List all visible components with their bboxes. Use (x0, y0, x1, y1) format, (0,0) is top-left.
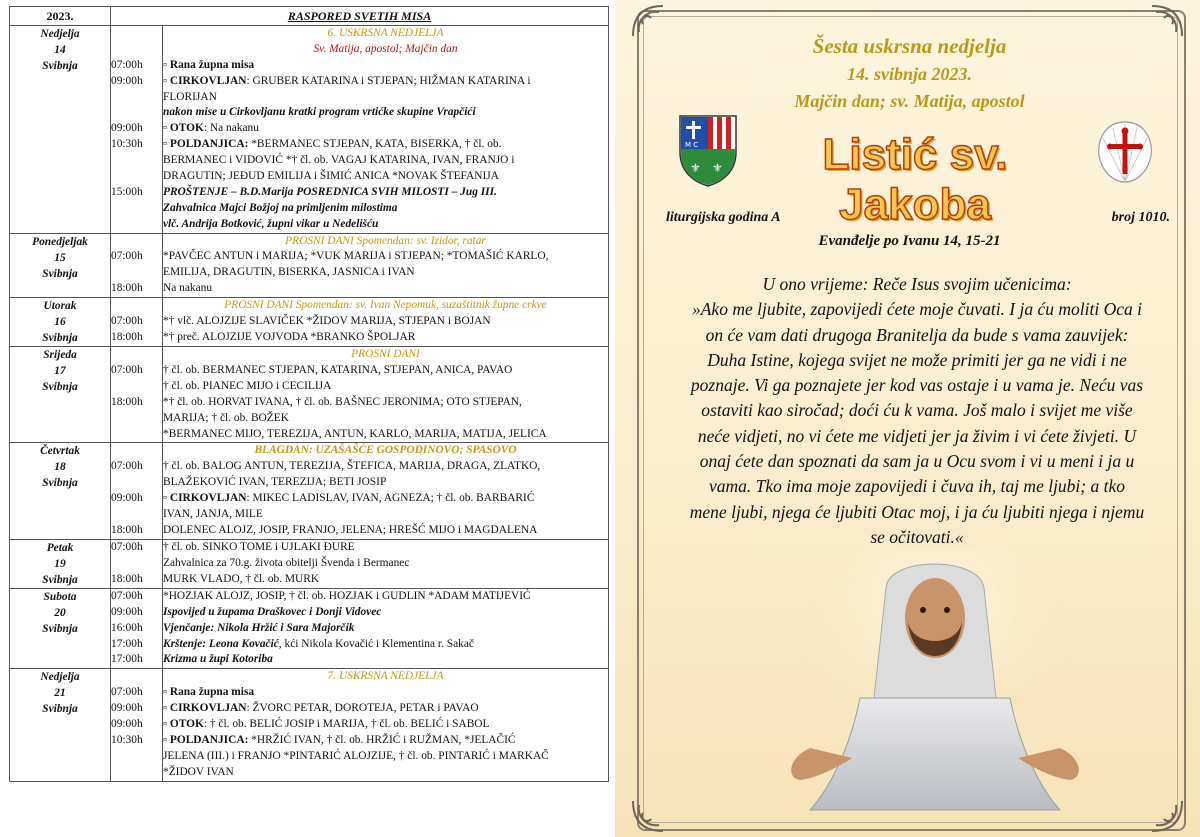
entry-text: CIRKOVLJAN (169, 492, 247, 505)
entry-text: PROŠTENJE – B.D.Marija POSREDNICA SVIH MILOSTI – Jug III. (163, 185, 497, 198)
day-label-line: Subota (43, 590, 77, 603)
mass-time: 17:00h (111, 653, 143, 666)
mass-intention (163, 411, 608, 427)
entry-text: ▫ (163, 702, 170, 715)
entry-text: *PAVČEC ANTUN i MARIJA; *VUK MARIJA i STJEPAN; *TOMAŠIĆ KARLO, (163, 250, 549, 263)
mass-intention (163, 637, 608, 653)
mass-time (111, 201, 162, 217)
mass-intention (163, 379, 608, 395)
day-row (10, 347, 609, 443)
entry-text: CIRKOVLJAN (169, 74, 247, 87)
day-label-line: Srijeda (43, 349, 77, 362)
entry-text: 6. USKRSNA NEDJELJA (327, 27, 444, 39)
mass-intention (163, 217, 608, 233)
day-label-line: Svibnja (42, 477, 78, 490)
mass-time (111, 42, 162, 58)
mass-time: 17:00h (111, 637, 143, 650)
time-column (111, 669, 163, 781)
mass-time (111, 379, 162, 395)
mass-time: 07:00h (111, 315, 143, 328)
mass-intention (163, 201, 608, 217)
entry-text: POLDANJICA: (169, 138, 249, 151)
mass-intention (163, 395, 608, 411)
entries-column (163, 298, 609, 347)
mass-intention (163, 427, 608, 443)
mass-time: 18:00h (111, 523, 143, 536)
day-label (10, 669, 111, 781)
time-column (111, 347, 163, 443)
entry-text: vlč. Andrija Botković, župni vikar u Nedelišću (163, 217, 379, 230)
bulletin-cover (615, 0, 1200, 837)
mass-time: 09:00h (111, 492, 143, 505)
entry-text: BERMANEC i VIDOVIĆ *† čl. ob. VAGAJ KATARINA, IVAN, FRANJO i (163, 154, 515, 167)
mass-intention (163, 765, 608, 781)
day-label (10, 26, 111, 234)
day-label-line: 18 (54, 461, 66, 474)
time-column (111, 233, 163, 298)
entry-text: BLAŽEKOVIĆ IVAN, TEREZIJA; BETI JOSIP (163, 476, 387, 489)
day-label (10, 539, 111, 588)
entry-text: ▫ (163, 492, 170, 505)
day-row (10, 588, 609, 668)
entry-text: ▫ (163, 733, 170, 746)
parish-coat-of-arms-icon (678, 114, 738, 188)
mass-intention (163, 153, 608, 169)
mass-time: 18:00h (111, 395, 143, 408)
mass-time (111, 749, 162, 765)
day-row (10, 298, 609, 347)
gospel-line: Duha Istine, kojega svijet ne može primiti jer ga ne vidi i ne (707, 349, 1127, 370)
entry-text: CIRKOVLJAN (169, 702, 247, 715)
mass-time (111, 475, 162, 491)
year-label: 2023. (10, 7, 111, 26)
entry-text: OTOK (169, 122, 204, 135)
mass-intention (163, 74, 608, 90)
day-label-line: 20 (54, 606, 66, 619)
entry-text: *ŽIDOV IVAN (163, 765, 234, 778)
mass-intention (163, 652, 608, 668)
liturgical-day-header (163, 234, 608, 250)
entry-text: ▫ (163, 122, 170, 135)
mass-time: 18:00h (111, 330, 143, 343)
mass-intention (163, 475, 608, 491)
mass-intention (163, 459, 608, 475)
gospel-line: U ono vrijeme: Reče Isus svojim učenicima: (762, 274, 1072, 294)
day-label-line: 21 (54, 687, 66, 700)
day-label (10, 588, 111, 668)
mass-time (111, 234, 162, 250)
day-label-line: Svibnja (42, 622, 78, 635)
day-row (10, 669, 609, 781)
mass-intention (163, 121, 608, 137)
entry-text: OTOK (169, 717, 204, 730)
mass-intention (163, 105, 608, 121)
liturgical-day-header (163, 26, 608, 42)
entry-text: Zahvalnica za 70.g. života obitelji Švenda i Bermanec (163, 556, 410, 569)
gospel-line: neće vidjeti, no vi ćete me vidjeti jer ja živim i vi ćete živjeti. U (697, 425, 1137, 446)
mass-time: 07:00h (111, 540, 143, 553)
mass-intention (163, 589, 608, 605)
mass-time (111, 26, 162, 42)
mass-intention (163, 572, 608, 588)
mass-time (111, 217, 162, 233)
mass-time: 10:30h (111, 733, 143, 746)
entry-text: : ŽVORC PETAR, DOROTEJA, PETAR i PAVAO (246, 702, 479, 715)
entry-text: *BERMANEC MIJO, TEREZIJA, ANTUN, KARLO, MARIJA, MATIJA, JELICA (163, 427, 547, 440)
entry-text: ▫ (163, 686, 170, 699)
entry-text: FLORIJAN (163, 90, 217, 103)
entry-text: : † čl. ob. BELIĆ JOSIP i MARIJA, † čl. ob. BELIĆ i SABOL (203, 717, 490, 730)
day-label-line: 16 (54, 316, 66, 329)
mass-time: 07:00h (111, 58, 143, 71)
day-label-line: Svibnja (42, 573, 78, 586)
entry-text: Ispovijed u župama Draškovec i Donji Vidovec (163, 605, 382, 618)
liturgical-day-header (163, 298, 608, 314)
entry-text: Sv. Matija, apostol; Majčin dan (313, 42, 458, 55)
day-label (10, 233, 111, 298)
mass-time: 07:00h (111, 686, 143, 699)
mass-intention (163, 58, 608, 74)
mass-time (111, 169, 162, 185)
mass-time: 09:00h (111, 74, 143, 87)
entry-text: † čl. ob. PIANEC MIJO i CECILIJA (163, 379, 332, 392)
mass-time (111, 298, 162, 314)
mass-intention (163, 507, 608, 523)
mass-intention (163, 281, 608, 297)
time-column (111, 443, 163, 539)
mass-intention (163, 491, 608, 507)
day-label-line: Ponedjeljak (32, 235, 88, 248)
gospel-reference: Evanđelje po Ivanu 14, 15-21 (818, 233, 1001, 249)
mass-time: 07:00h (111, 460, 143, 473)
entry-text: : MIKEC LADISLAV, IVAN, AGNEZA; † čl. ob. BARBARIĆ (246, 492, 535, 505)
day-label (10, 443, 111, 539)
mass-time (111, 443, 162, 459)
day-label (10, 347, 111, 443)
liturgical-day-header (163, 443, 608, 459)
mass-intention (163, 363, 608, 379)
gospel-line: se očitovati.« (870, 526, 964, 547)
liturgical-year: liturgijska godina A (666, 210, 781, 225)
mass-intention (163, 685, 608, 701)
mass-time: 07:00h (111, 364, 143, 377)
entry-text: ▫ (163, 717, 170, 730)
day-label-line: 14 (54, 44, 66, 56)
day-label-line: Četvrtak (40, 445, 80, 458)
mass-intention (163, 185, 608, 201)
entry-text: *† vlč. ALOJZIJE SLAVIČEK *ŽIDOV MARIJA, STJEPAN i BOJAN (163, 315, 491, 328)
svg-text:⚜: ⚜ (690, 161, 701, 175)
day-row (10, 26, 609, 234)
entry-text: ▫ (163, 74, 170, 87)
entry-text: Krštenje: Leona Kovačić (163, 637, 279, 650)
mass-time (111, 90, 162, 106)
time-column (111, 539, 163, 588)
mass-time: 15:00h (111, 185, 143, 198)
feast-subtitle: Majčin dan; sv. Matija, apostol (794, 91, 1025, 111)
issue-number: broj 1010. (1111, 210, 1170, 225)
mass-time: 09:00h (111, 702, 143, 715)
day-label-line: 17 (54, 365, 66, 378)
day-row (10, 539, 609, 588)
mass-time (111, 427, 162, 443)
day-row (10, 443, 609, 539)
svg-text:⚜: ⚜ (712, 161, 723, 175)
liturgical-day-header (163, 347, 608, 363)
mass-time: 09:00h (111, 717, 143, 730)
entries-column (163, 233, 609, 298)
entry-text: ▫ (163, 58, 170, 71)
day-label (10, 298, 111, 347)
mass-intention (163, 733, 608, 749)
entries-column (163, 443, 609, 539)
entry-text: JELENA (III.) i FRANJO *PINTARIĆ ALOJZIJE, † čl. ob. PINTARIĆ i MARKAČ (163, 749, 549, 762)
gospel-line: on će vam dati drugoga Branitelja da bude s vama zauvijek: (705, 324, 1129, 345)
day-label-line: Svibnja (42, 332, 78, 345)
mass-intention (163, 556, 608, 572)
mass-time (111, 669, 162, 685)
mass-intention (163, 90, 608, 106)
entries-column (163, 539, 609, 588)
gospel-line: ostaviti kao siročad; doći ću k vama. Još malo i svijet me više (701, 400, 1133, 421)
entries-column (163, 669, 609, 781)
entry-text: *HRŽIĆ IVAN, † čl. ob. HRŽIĆ i RUŽMAN, *JELAČIĆ (248, 733, 516, 746)
mass-time: 09:00h (111, 122, 143, 135)
time-column (111, 26, 163, 234)
mass-time: 07:00h (111, 589, 143, 602)
day-label-line: Petak (46, 541, 74, 554)
day-label-line: Nedjelja (40, 671, 80, 684)
entry-text: DRAGUTIN; JEĐUD EMILIJA i ŠIMIĆ ANICA *NOVAK ŠTEFANIJA (163, 170, 499, 183)
jesus-portrait-image (790, 548, 1080, 823)
mass-time: 16:00h (111, 621, 143, 634)
coat-letters: M C (685, 141, 699, 149)
mass-intention (163, 314, 608, 330)
entry-text: ▫ (163, 138, 170, 151)
mass-intention (163, 701, 608, 717)
mass-intention (163, 621, 608, 637)
entry-text: MURK VLADO, † čl. ob. MURK (163, 572, 320, 585)
entry-text: : GRUBER KATARINA i STJEPAN; HIŽMAN KATARINA i (246, 74, 531, 87)
mass-intention (163, 249, 608, 265)
gospel-line: »Ako me ljubite, zapovijedi ćete moje čuvati. I ja ću moliti Oca i (691, 299, 1142, 320)
entry-text: *HOZJAK ALOJZ, JOSIP, † čl. ob. HOZJAK i GUDLIN *ADAM MATIJEVIĆ (163, 589, 531, 602)
corner-ornament-icon (1148, 797, 1186, 835)
day-label-line: 15 (54, 251, 66, 264)
mass-intention (163, 265, 608, 281)
gospel-line: poznaje. Vi ga poznajete jer kod vas ostaje i u vama je. Neću vas (690, 375, 1144, 396)
mass-time: 09:00h (111, 605, 143, 618)
entry-text: PROSNI DANI (351, 348, 420, 361)
liturgical-day-header (163, 42, 608, 58)
mass-intention (163, 540, 608, 556)
mass-intention (163, 717, 608, 733)
entry-text: *BERMANEC STJEPAN, KATA, BISERKA, † čl. ob. (248, 138, 502, 151)
entries-column (163, 588, 609, 668)
entry-text: PROSNI DANI Spomendan: sv. Izidor, ratar (285, 234, 486, 247)
mass-intention (163, 330, 608, 346)
entry-text: † čl. ob. BERMANEC STJEPAN, KATARINA, STJEPAN, ANICA, PAVAO (163, 364, 513, 377)
entry-text: Krizma u župi Kotoriba (163, 653, 273, 666)
mass-intention (163, 137, 608, 153)
entry-text: † čl. ob. BALOG ANTUN, TEREZIJA, ŠTEFICA, MARIJA, DRAGA, ZLATKO, (163, 460, 541, 473)
liturgical-day-header (163, 669, 608, 685)
day-label-line: Svibnja (42, 60, 78, 72)
mass-time: 10:30h (111, 138, 143, 151)
entry-text: Rana župna misa (169, 686, 255, 699)
day-label-line: 19 (54, 557, 66, 570)
day-label-line: Svibnja (42, 703, 78, 716)
schedule-title: RASPORED SVETIH MISA (111, 7, 609, 26)
entries-column (163, 26, 609, 234)
mass-schedule-table (9, 6, 609, 782)
mass-time: 07:00h (111, 250, 143, 263)
entry-text: EMILIJA, DRAGUTIN, BISERKA, JASNICA i IVAN (163, 266, 415, 279)
entry-text: MARIJA; † čl. ob. BOŽEK (163, 411, 289, 424)
gospel-line: onaj ćete dan spoznati da sam ja u Ocu svom i vi u meni i ja u (699, 451, 1135, 472)
mass-time (111, 556, 162, 572)
entry-text: *† preč. ALOJZIJE VOJVODA *BRANKO ŠPOLJAR (163, 330, 416, 343)
mass-intention (163, 749, 608, 765)
mass-time (111, 347, 162, 363)
entry-text: Rana župna misa (169, 58, 255, 71)
scallop-shell-cross-icon (1093, 118, 1157, 186)
day-label-line: Utorak (43, 300, 77, 313)
mass-time (111, 507, 162, 523)
mass-intention (163, 169, 608, 185)
entry-text: Vjenčanje: Nikola Hržić i Sara Majorčik (163, 621, 355, 634)
time-column (111, 298, 163, 347)
mass-time (111, 765, 162, 781)
entries-column (163, 347, 609, 443)
bulletin-date: 14. svibnja 2023. (846, 64, 972, 84)
entry-text: BLAGDAN: UZAŠAŠĆE GOSPODINOVO; SPASOVO (254, 444, 517, 457)
day-label-line: Svibnja (42, 267, 78, 280)
day-label-line: Nedjelja (40, 28, 80, 40)
entry-text: IVAN, JANJA, MILE (163, 508, 263, 521)
mass-time (111, 153, 162, 169)
entry-text: Na nakanu (163, 282, 213, 295)
gospel-line: mene ljubi, njega će ljubiti Otac moj, i ja ću ljubiti njega i njemu (689, 501, 1145, 522)
mass-time (111, 265, 162, 281)
entry-text: DOLENEC ALOJZ, JOSIP, FRANJO, JELENA; HREŠĆ MIJO i MAGDALENA (163, 523, 538, 536)
entry-text: nakon mise u Cirkovljanu kratki program vrtićke skupine Vrapčići (163, 106, 476, 119)
entry-text: PROSNI DANI Spomendan: sv. Ivan Nepomuk, suzaštitnik župne crkve (224, 299, 547, 312)
time-column (111, 588, 163, 668)
entry-text: : Na nakanu (203, 122, 259, 135)
entry-text: , kći Nikola Kovačić i Klementina r. Sakač (278, 637, 474, 650)
entry-text: † čl. ob. SINKO TOME i UJLAKI ĐURE (163, 540, 355, 553)
entry-text: 7. USKRSNA NEDJELJA (327, 670, 444, 683)
entry-text: Zahvalnica Majci Božjoj na primljenim milostima (163, 201, 398, 214)
mass-time (111, 105, 162, 121)
gospel-text (667, 272, 1167, 550)
bulletin-logo-text: Listić sv. Jakoba (822, 130, 1008, 229)
mass-time: 18:00h (111, 572, 143, 585)
mass-intention (163, 523, 608, 539)
entry-text: *† čl. ob. HORVAT IVANA, † čl. ob. BAŠNEC JERONIMA; OTO STJEPAN, (163, 395, 522, 408)
mass-time: 18:00h (111, 282, 143, 295)
entry-text: POLDANJICA: (169, 733, 249, 746)
mass-intention (163, 605, 608, 621)
day-label-line: Svibnja (42, 381, 78, 394)
gospel-line: vama. Tko ima moje zapovijedi i čuva ih, taj me ljubi; a tko (708, 476, 1126, 497)
mass-time (111, 411, 162, 427)
sunday-title: Šesta uskrsna nedjelja (812, 34, 1007, 58)
corner-ornament-icon (629, 797, 667, 835)
day-row (10, 233, 609, 298)
